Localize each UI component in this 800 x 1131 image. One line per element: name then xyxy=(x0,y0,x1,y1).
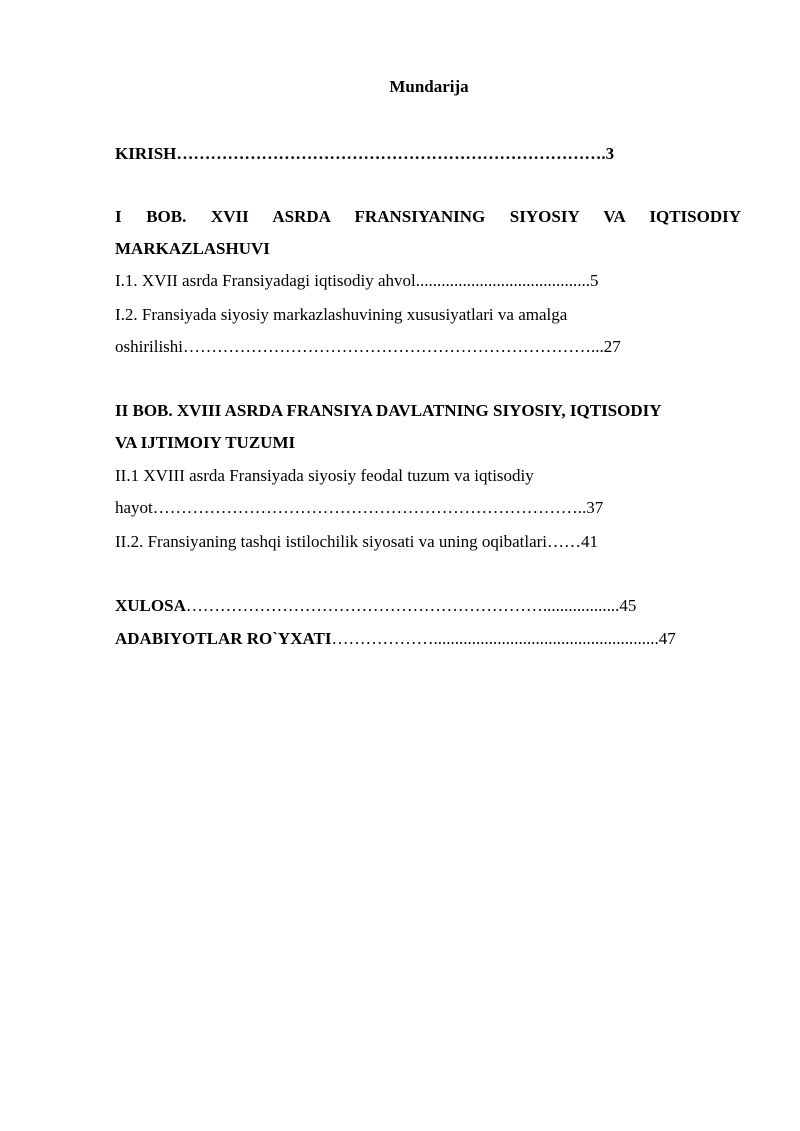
toc-entry-section-1-2-line2: oshirilishi………………………………………………………………...27 xyxy=(115,337,621,356)
chapter2-heading-line1: II BOB. XVIII ASRDA FRANSIYA DAVLATNING SIYOSIY, IQTISODIY xyxy=(115,401,662,420)
toc-entry-section-2-1-line1: II.1 XVIII asrda Fransiyada siyosiy feodal tuzum va iqtisodiy xyxy=(115,466,534,485)
page-title: Mundarija xyxy=(389,77,469,96)
toc-entry-section-2-1-line2: hayot…………………………………………………………………..37 xyxy=(115,498,604,517)
toc-entry-adabiyotlar xyxy=(115,628,676,650)
toc-entry-xulosa xyxy=(115,595,636,617)
toc-entry-section-1-1: I.1. XVII asrda Fransiyadagi iqtisodiy ahvol.........................................5 xyxy=(115,271,599,290)
chapter1-heading-line2: MARKAZLASHUVI xyxy=(115,239,270,258)
adabiyotlar-label: ADABIYOTLAR RO`YXATI xyxy=(115,629,332,648)
chapter2-heading-line2: VA IJTIMOIY TUZUMI xyxy=(115,433,296,452)
toc-entry-section-1-2-line1: I.2. Fransiyada siyosiy markazlashuvining xususiyatlari va amalga xyxy=(115,305,568,324)
chapter1-heading-line1: I BOB. XVII ASRDA FRANSIYANING SIYOSIY VA IQTISODIY xyxy=(115,207,741,226)
toc-entry-kirish: KIRISH………………………………………………………………….3 xyxy=(115,144,615,163)
adabiyotlar-leader: ……………….....................................................47 xyxy=(331,629,676,648)
xulosa-leader: ………………………………………………………..................45 xyxy=(185,596,637,615)
xulosa-label: XULOSA xyxy=(115,596,186,615)
toc-entry-section-2-2: II.2. Fransiyaning tashqi istilochilik siyosati va uning oqibatlari……41 xyxy=(115,532,599,551)
